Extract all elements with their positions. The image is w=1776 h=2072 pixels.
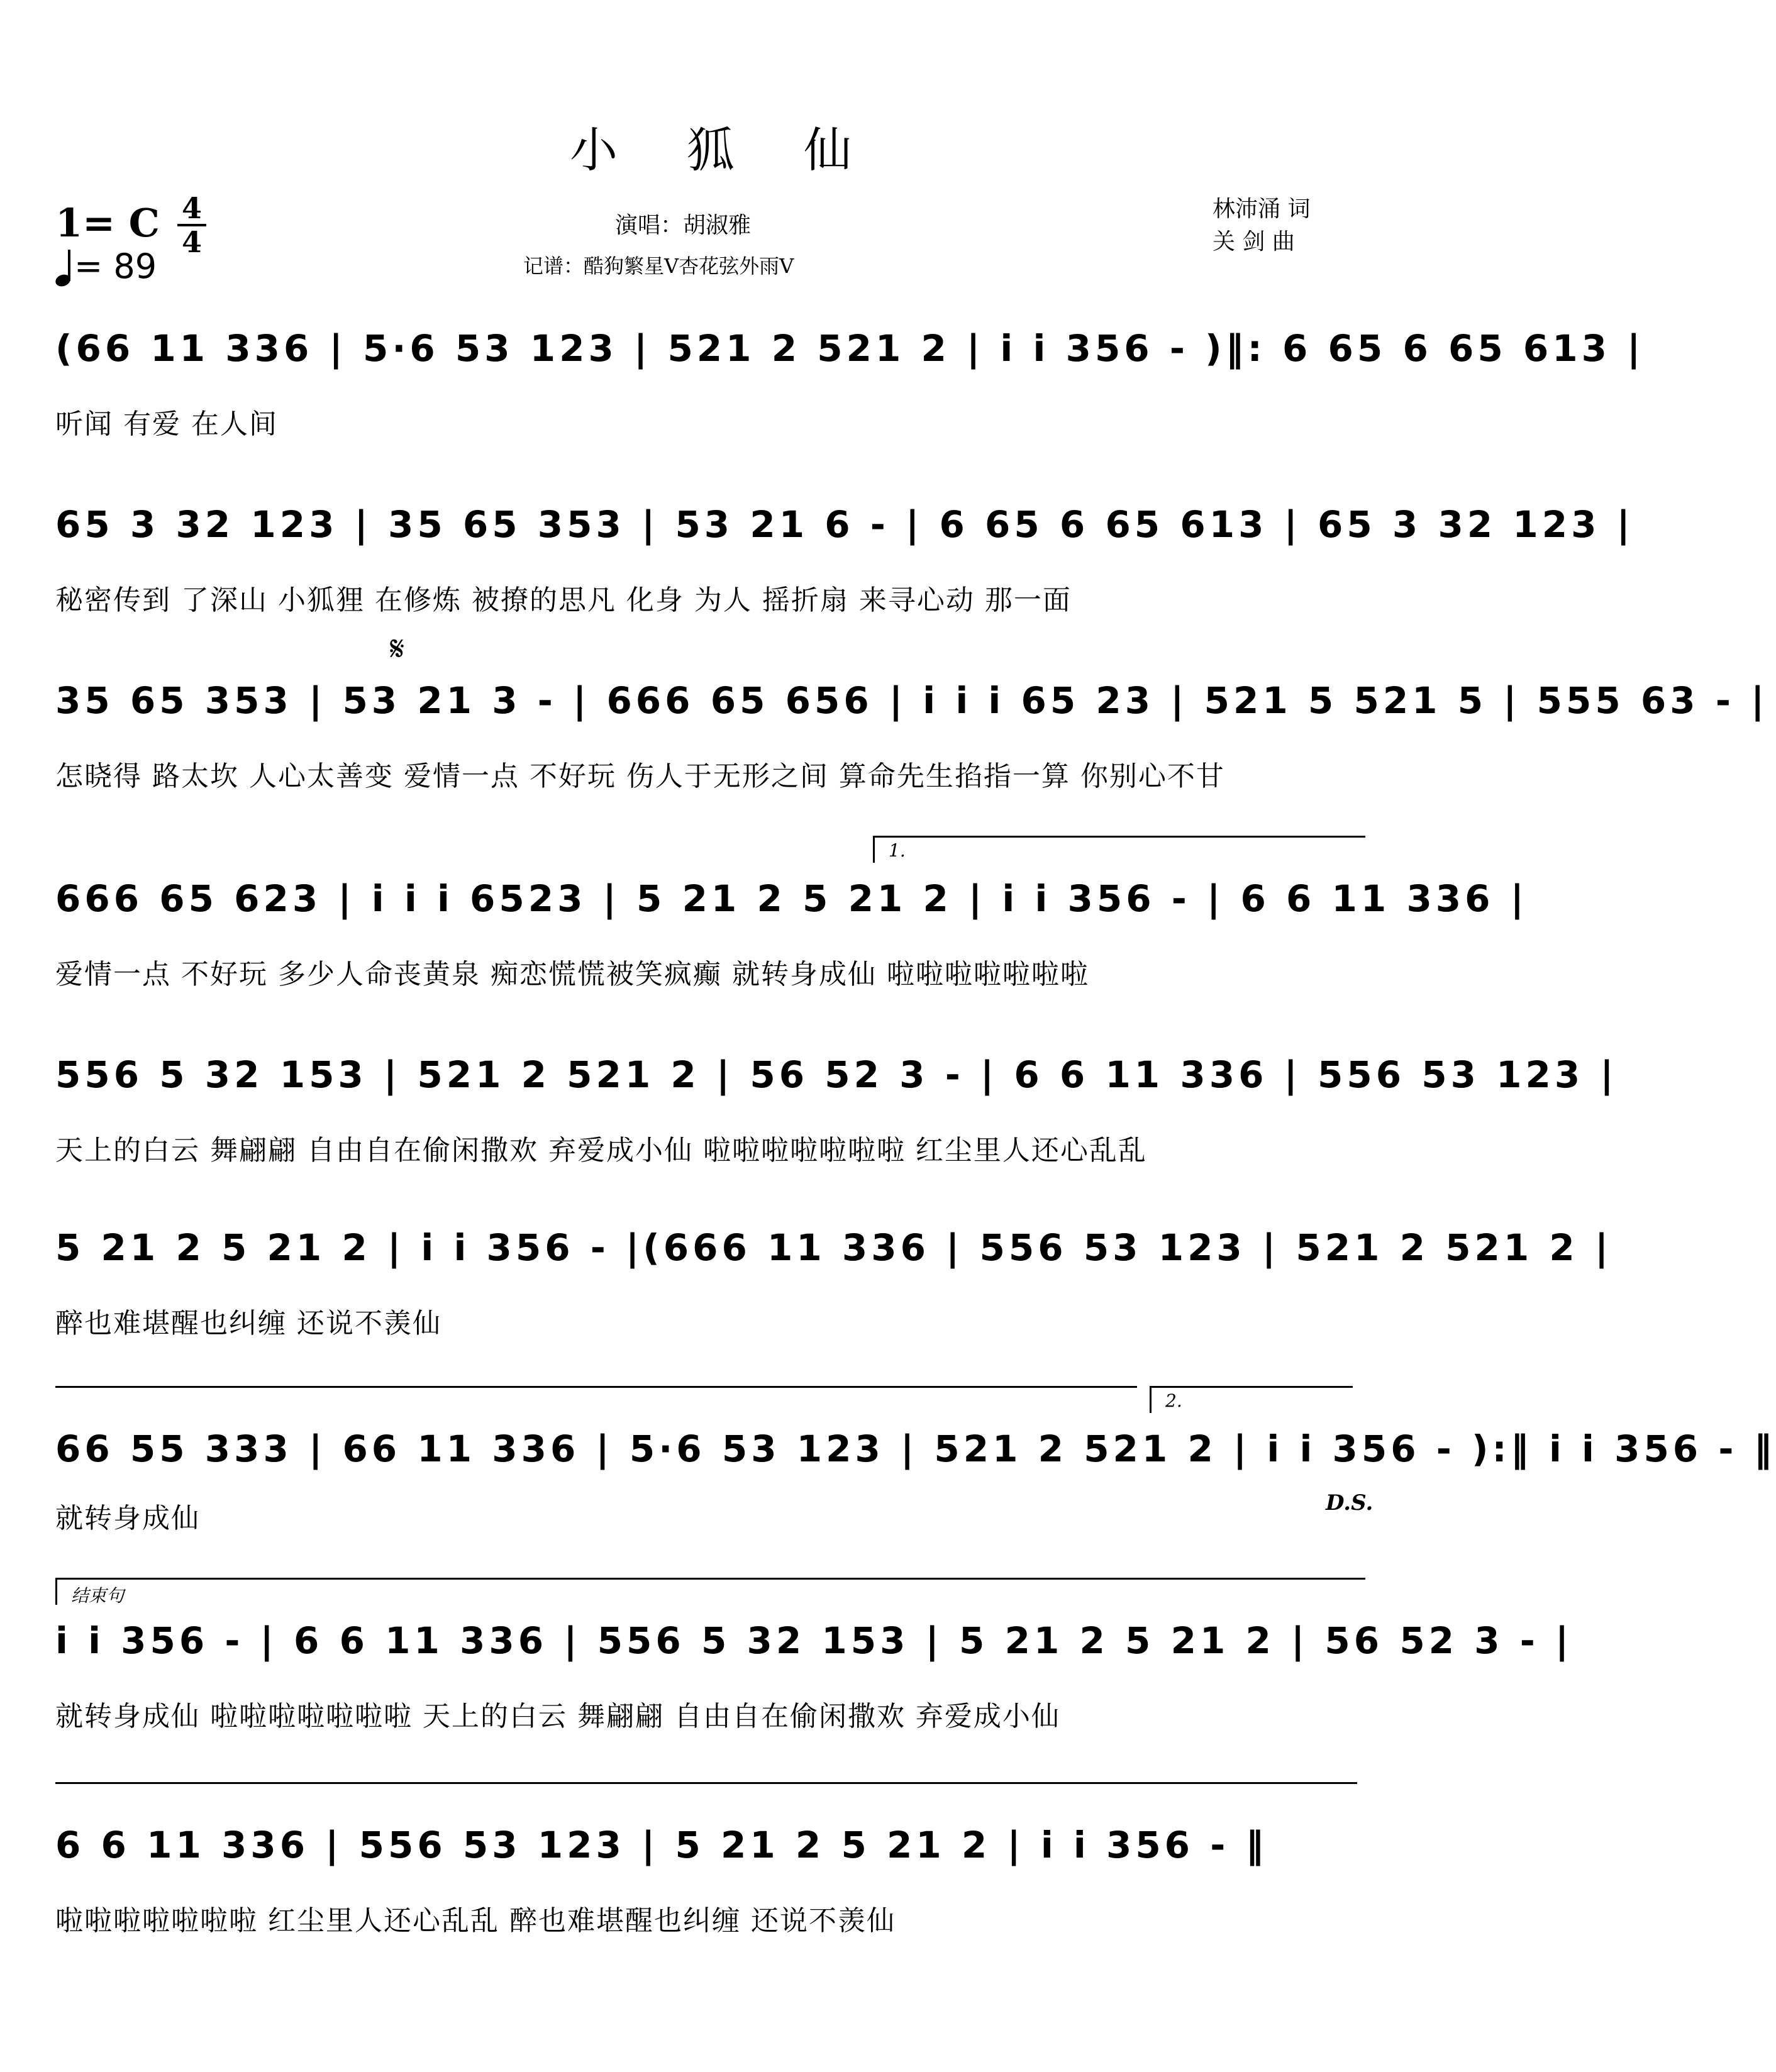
song-title: 小狐仙 xyxy=(570,122,921,178)
ds-mark: D.S. xyxy=(1326,1490,1374,1515)
notation-line: 65 3 32 123 | 35 65 353 | 53 21 6 - | 6 65 6 65 613 | 65 3 32 123 | xyxy=(55,503,1634,546)
time-signature xyxy=(177,191,206,259)
first-ending-label: 1. xyxy=(889,840,906,861)
notation-line: 5 21 2 5 21 2 | i i 356 - |(666 11 336 | 556 53 123 | 521 2 521 2 | xyxy=(55,1226,1612,1269)
tempo-value: = 89 xyxy=(74,247,157,286)
notation-line: i i 356 - | 6 6 11 336 | 556 5 32 153 | 5 21 2 5 21 2 | 56 52 3 - | xyxy=(55,1619,1573,1662)
tempo-marking xyxy=(55,247,157,286)
lyrics-line: 啦啦啦啦啦啦啦 红尘里人还心乱乱 醉也难堪醒也纠缠 还说不羡仙 xyxy=(55,1905,896,1937)
notation-line: 35 65 353 | 53 21 3 - | 666 65 656 | i i i 65 23 | 521 5 521 5 | 555 63 - | xyxy=(55,679,1768,722)
key-signature: 1= C xyxy=(55,200,160,246)
composer-credit: 关 剑 曲 xyxy=(1213,229,1295,255)
notation-line: 66 55 333 | 66 11 336 | 5·6 53 123 | 521 2 521 2 | i i 356 - ):‖ i i 356 - ‖ xyxy=(55,1427,1776,1470)
lyrics-line: 天上的白云 舞翩翩 自由自在偷闲撒欢 弃爱成小仙 啦啦啦啦啦啦啦 红尘里人还心乱乱 xyxy=(55,1134,1147,1166)
lyrics-line: 听闻 有爱 在人间 xyxy=(55,408,278,440)
notation-line: 666 65 623 | i i i 6523 | 5 21 2 5 21 2 | i i 356 - | 6 6 11 336 | xyxy=(55,877,1528,920)
ending-bracket-line xyxy=(55,1782,1357,1809)
lyrics-line: 就转身成仙 啦啦啦啦啦啦啦 天上的白云 舞翩翩 自由自在偷闲撒欢 弃爱成小仙 xyxy=(55,1700,1060,1732)
notation-line: 556 5 32 153 | 521 2 521 2 | 56 52 3 - | 6 6 11 336 | 556 53 123 | xyxy=(55,1053,1618,1096)
notation-line: 6 6 11 336 | 556 53 123 | 5 21 2 5 21 2 | i i 356 - ‖ xyxy=(55,1824,1268,1866)
transcriber-credit: 记谱：酷狗繁星V杏花弦外雨V xyxy=(523,254,794,278)
lyrics-line: 爱情一点 不好玩 多少人命丧黄泉 痴恋慌慌被笑疯癫 就转身成仙 啦啦啦啦啦啦啦 xyxy=(55,958,1089,990)
ending-bracket xyxy=(55,1578,1365,1605)
lyricist-credit: 林沛涌 词 xyxy=(1213,196,1311,222)
singer-credit: 演唱：胡淑雅 xyxy=(615,213,752,238)
lyrics-line: 醉也难堪醒也纠缠 还说不羡仙 xyxy=(55,1307,441,1339)
notation-line: (66 11 336 | 5·6 53 123 | 521 2 521 2 | i i 356 - )‖: 6 65 6 65 613 | xyxy=(55,327,1645,370)
quarter-note-icon xyxy=(55,251,74,286)
lyrics-line: 秘密传到 了深山 小狐狸 在修炼 被撩的思凡 化身 为人 摇折扇 来寻心动 那一面 xyxy=(55,584,1072,616)
time-signature-bottom: 4 xyxy=(181,225,202,259)
first-ending-bracket xyxy=(873,836,1365,863)
second-ending-label: 2. xyxy=(1165,1390,1182,1411)
second-ending-bracket xyxy=(1150,1386,1353,1413)
lyrics-line: 怎晓得 路太坎 人心太善变 爱情一点 不好玩 伤人于无形之间 算命先生掐指一算 你别心不甘 xyxy=(55,760,1225,792)
ending-label: 结束句 xyxy=(71,1585,125,1606)
lyrics-line: 就转身成仙 xyxy=(55,1502,200,1534)
repeat-bracket-line xyxy=(55,1386,1137,1413)
time-signature-top: 4 xyxy=(181,191,202,225)
segno-sign: 𝄋 xyxy=(390,629,405,668)
